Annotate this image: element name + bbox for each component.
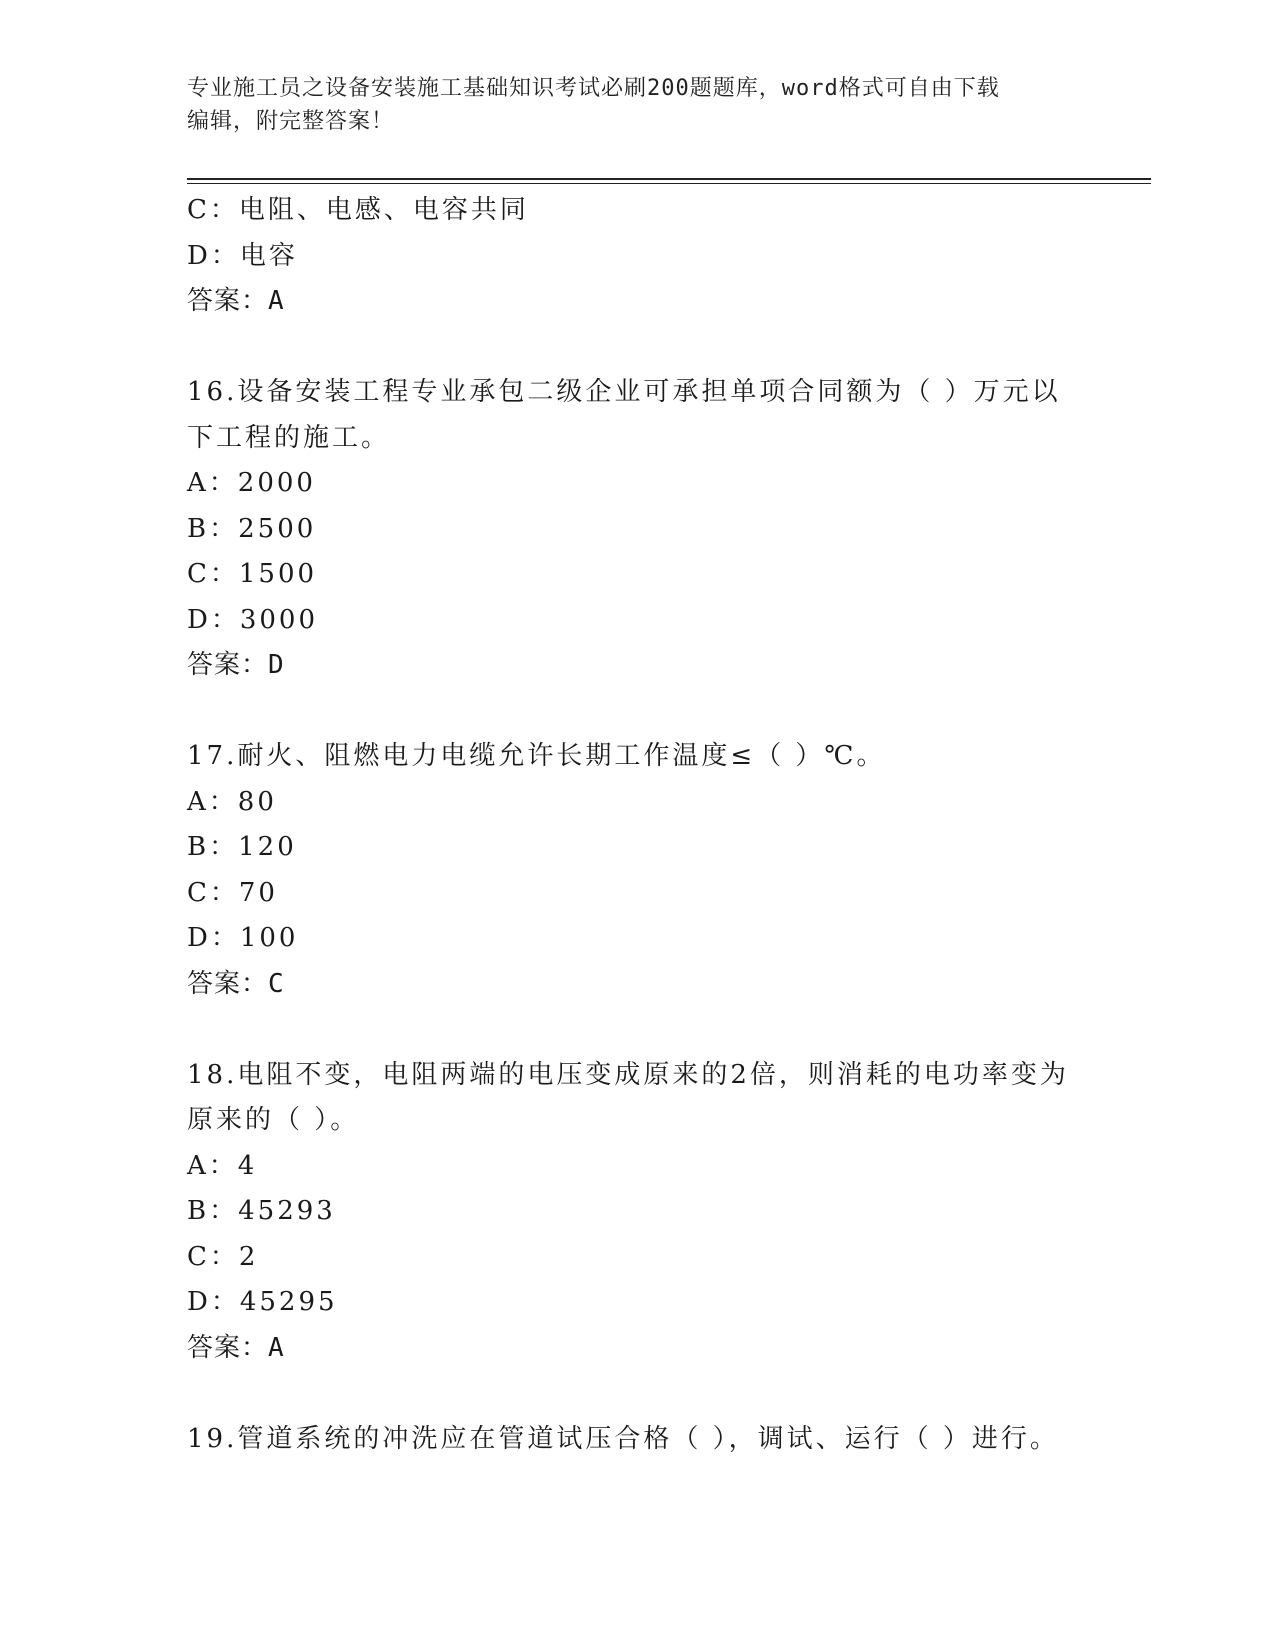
option-c: C：电阻、电感、电容共同 [187, 195, 529, 225]
option-d: D：100 [187, 923, 299, 953]
option-b: B：120 [187, 832, 297, 862]
answer-line: 答案：A [187, 1332, 285, 1363]
document-header [187, 72, 1077, 138]
option-c: C：1500 [187, 559, 318, 589]
option-d: D：45295 [187, 1287, 338, 1317]
header-title-line-1: 专业施工员之设备安装施工基础知识考试必刷200题题库，word格式可自由下载 [187, 76, 1000, 101]
option-b: B：2500 [187, 513, 317, 544]
question-16 [187, 370, 1087, 689]
question-list [187, 188, 1087, 1462]
option-a: A：4 [187, 1150, 258, 1181]
question-stem: 18.电阻不变，电阻两端的电压变成原来的2倍，则消耗的电功率变为 [187, 1059, 1069, 1090]
answer-line: 答案：C [187, 968, 285, 999]
question-stem-continued: 原来的（ ）。 [187, 1105, 360, 1135]
answer-line: 答案：A [187, 286, 285, 316]
header-divider-thin [187, 183, 1151, 184]
option-a: A：2000 [187, 468, 316, 498]
header-divider-thick [187, 178, 1151, 180]
answer-line: 答案：D [187, 650, 285, 680]
question-stem: 16.设备安装工程专业承包二级企业可承担单项合同额为（ ）万元以 [187, 377, 1061, 407]
option-c: C：2 [187, 1241, 259, 1272]
question-stem: 19.管道系统的冲洗应在管道试压合格（ ），调试、运行（ ）进行。 [187, 1423, 1059, 1454]
header-title-line-2: 编辑，附完整答案！ [187, 109, 395, 134]
question-18 [187, 1053, 1087, 1372]
option-a: A：80 [187, 786, 277, 817]
option-b: B：45293 [187, 1196, 336, 1226]
question-stem: 17.耐火、阻燃电力电缆允许长期工作温度≤（ ）℃。 [187, 741, 886, 771]
question-17 [187, 734, 1087, 1007]
option-c: C：70 [187, 877, 278, 908]
option-d: D：3000 [187, 604, 319, 635]
option-d: D：电容 [187, 240, 298, 271]
question-15-tail [187, 188, 1087, 325]
question-stem-continued: 下工程的施工。 [187, 422, 391, 453]
question-19 [187, 1417, 1087, 1463]
